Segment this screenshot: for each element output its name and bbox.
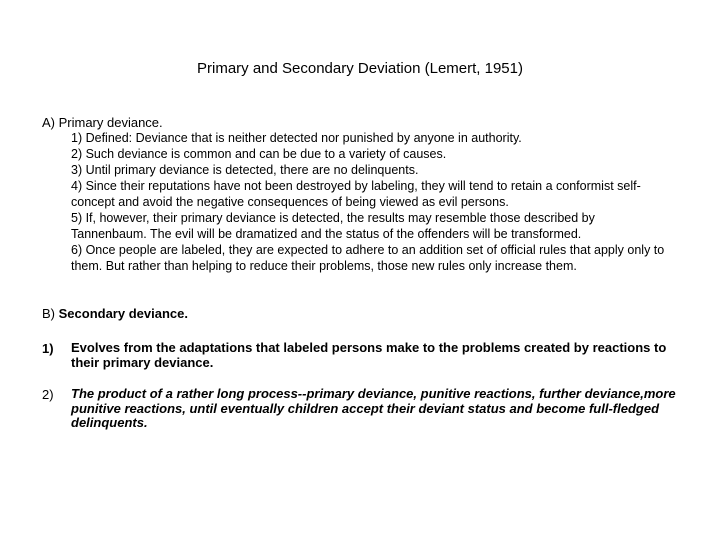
section-a-item: 2) Such deviance is common and can be due to a variety of causes. (71, 147, 447, 161)
section-b-item-number: 2) (42, 387, 54, 402)
section-b-item-text: The product of a rather long process--primary deviance, punitive reactions, further deviance,more punitive reactions, until eventually children accept their deviant status and become full-fledged delinquents. (71, 386, 676, 430)
section-b-prefix: B) (42, 306, 59, 321)
section-a-item: 3) Until primary deviance is detected, there are no delinquents. (71, 163, 419, 177)
section-a-item: 1) Defined: Deviance that is neither detected nor punished by anyone in authority. (71, 131, 522, 145)
section-a-heading: A) Primary deviance. (42, 115, 163, 130)
page-title: Primary and Secondary Deviation (Lemert, 1951) (197, 60, 523, 77)
section-a-item: 5) If, however, their primary deviance is detected, the results may resemble those described by Tannenbaum. The evil will be dramatized and the status of the offenders will be transformed. (71, 211, 595, 241)
section-a-list (71, 130, 671, 274)
section-b-item-text: Evolves from the adaptations that labeled persons make to the problems created by reactions to their primary deviance. (71, 340, 667, 370)
section-a-item: 4) Since their reputations have not been destroyed by labeling, they will tend to retain a conformist self-concept and avoid the negative consequences of being viewed as evil persons. (71, 179, 641, 209)
section-b-title: Secondary deviance. (58, 306, 188, 321)
section-b-heading (42, 306, 188, 322)
section-a-item: 6) Once people are labeled, they are expected to adhere to an addition set of official rules that apply only to them. But rather than helping to reduce their problems, those new rules only increase them. (71, 243, 665, 273)
section-b-item-number: 1) (42, 341, 54, 356)
